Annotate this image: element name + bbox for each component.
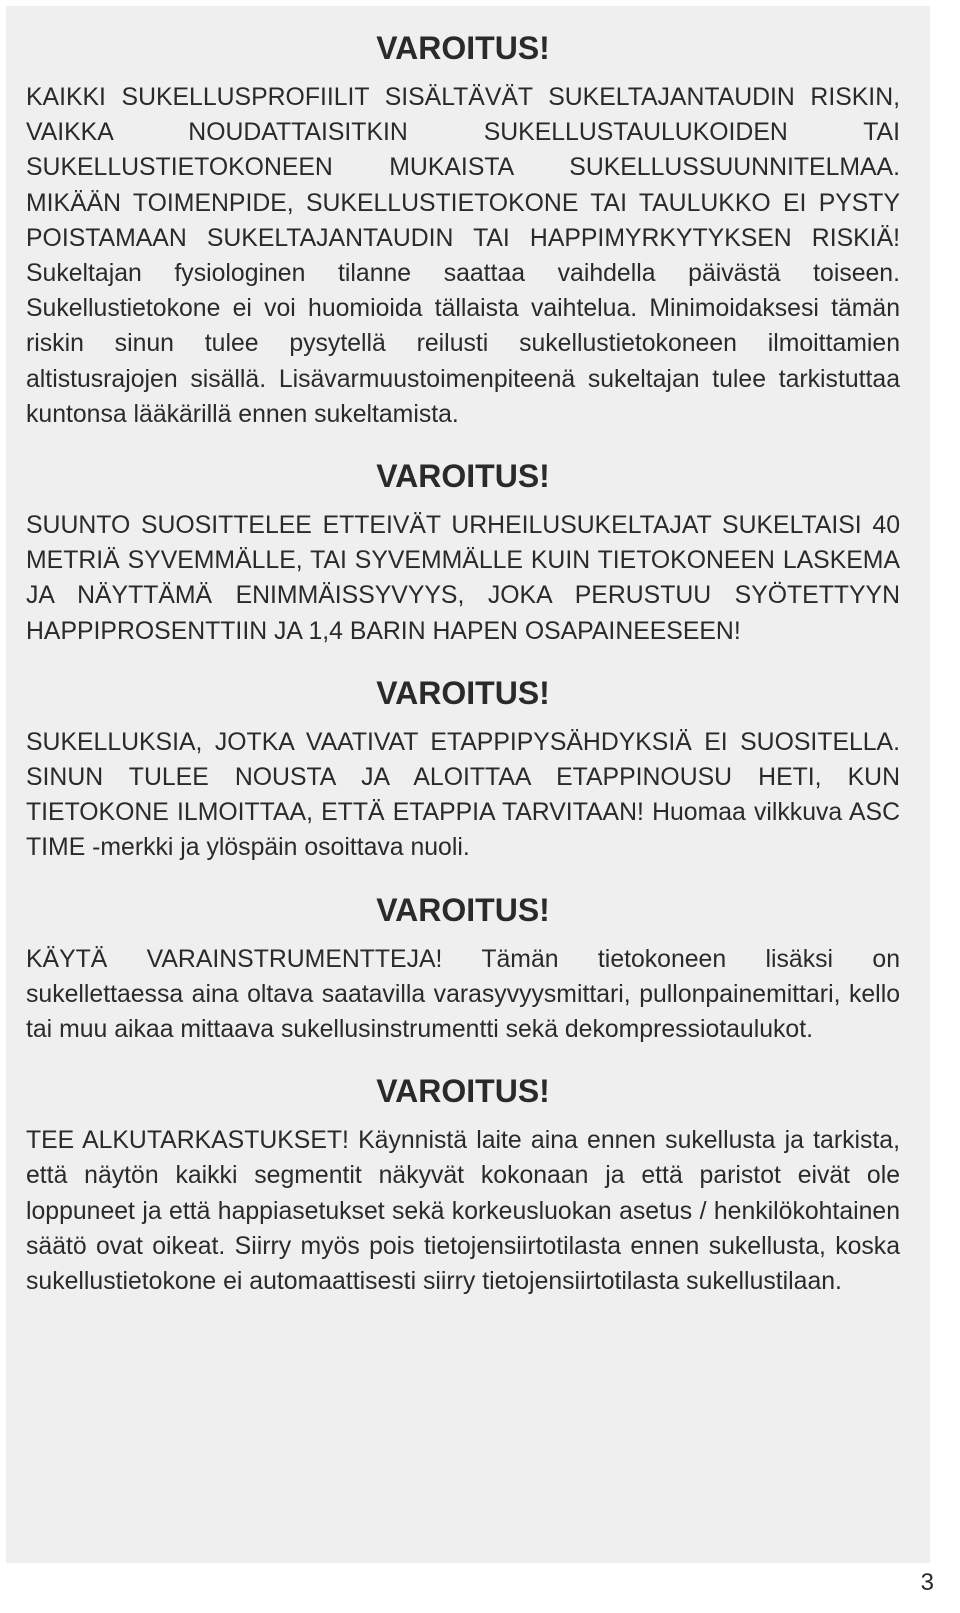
page-number: 3 [920,1569,934,1596]
warning-text [26,1123,900,1299]
warning-caps-text: KÄYTÄ VARAINSTRUMENTTEJA! [26,945,443,973]
spacer [26,649,900,673]
warning-normal-text: Tämän tietokoneen lisäksi on sukellettaessa aina oltava saatavilla varasyvyysmittari, pullonpainemittari, kello tai muu aikaa mittaava sukellusinstrumentti sekä dekompressiotaulukot. [26,945,900,1044]
warning-title: VAROITUS! [376,30,550,66]
warning-text [26,80,900,432]
warning-title: VAROITUS! [376,1073,550,1110]
warning-normal-text: Käynnistä laite aina ennen sukellusta ja tarkista, että näytön kaikki segmentit näkyvät kokonaan ja että paristot eivät ole loppuneet ja että happiasetukset sekä korkeusluokan asetus / henkilökohtainen säätö ovat oikeat. Siirry myös pois tietojensiirtotilasta ennen sukellusta, koska sukellustietokone ei automaattisesti siirry tietojensiirtotilasta sukellustilaan. [26,1127,900,1296]
spacer [26,432,900,456]
warning-caps-text: KAIKKI SUKELLUSPROFIILIT SISÄLTÄVÄT SUKELTAJANTAUDIN RISKIN, VAIKKA NOUDATTAISITKIN SUKELLUSTAULUKOIDEN TAI SUKELLUSTIETOKONEEN MUKAISTA SUKELLUSSUUNNITELMAA. MIKÄÄN TOIMENPIDE, SUKELLUSTIETOKONE TAI TAULUKKO EI PYSTY POISTAMAAN SUKELTAJANTAUDIN TAI HAPPIMYRKYTYKSEN RISKIÄ! [26,84,900,252]
warning-text [26,508,900,649]
warning-title: VAROITUS! [376,458,550,495]
warning-block-1 [26,28,900,432]
spacer [26,1047,900,1071]
warning-caps-text: SUKELLUKSIA, JOTKA VAATIVAT ETAPPIPYSÄHDYKSIÄ EI SUOSITELLA. SINUN TULEE NOUSTA JA ALOITTAA ETAPPINOUSU HETI, KUN TIETOKONE ILMOITTAA, ETTÄ ETAPPIA TARVITAAN! [26,728,900,827]
spacer [26,866,900,890]
warning-block-3 [26,673,900,866]
warning-block-4 [26,890,900,1048]
warning-title: VAROITUS! [376,674,550,711]
warning-title: VAROITUS! [376,891,550,928]
warning-text [26,942,900,1048]
warning-block-2 [26,456,900,649]
warning-block-5 [26,1071,900,1299]
warning-caps-text: SUUNTO SUOSITTELEE ETTEIVÄT URHEILUSUKELTAJAT SUKELTAISI 40 METRIÄ SYVEMMÄLLE, TAI SYVEMMÄLLE KUIN TIETOKONEEN LASKEMA JA NÄYTTÄMÄ ENIMMÄISSYVYYS, JOKA PERUSTUU SYÖTETTYYN HAPPIPROSENTTIIN JA 1,4 BARIN HAPEN OSAPAINEESEEN! [26,512,900,645]
warning-panel [6,6,930,1563]
warning-caps-text: TEE ALKUTARKASTUKSET! [26,1127,349,1155]
warning-text [26,725,900,866]
warning-normal-text: Huomaa vilkkuva ASC TIME -merkki ja ylöspäin osoittava nuoli. [26,799,900,862]
warning-normal-text: Sukeltajan fysiologinen tilanne saattaa vaihdella päivästä toiseen. Sukellustietokone ei voi huomioida tällaista vaihtelua. Minimoidaksesi tämän riskin sinun tulee pysytellä reilusti sukellustietokoneen ilmoittamien altistusrajojen sisällä. Lisävarmuustoimenpiteenä sukeltajan tulee tarkistuttaa kuntonsa lääkärillä ennen sukeltamista. [26,260,900,428]
